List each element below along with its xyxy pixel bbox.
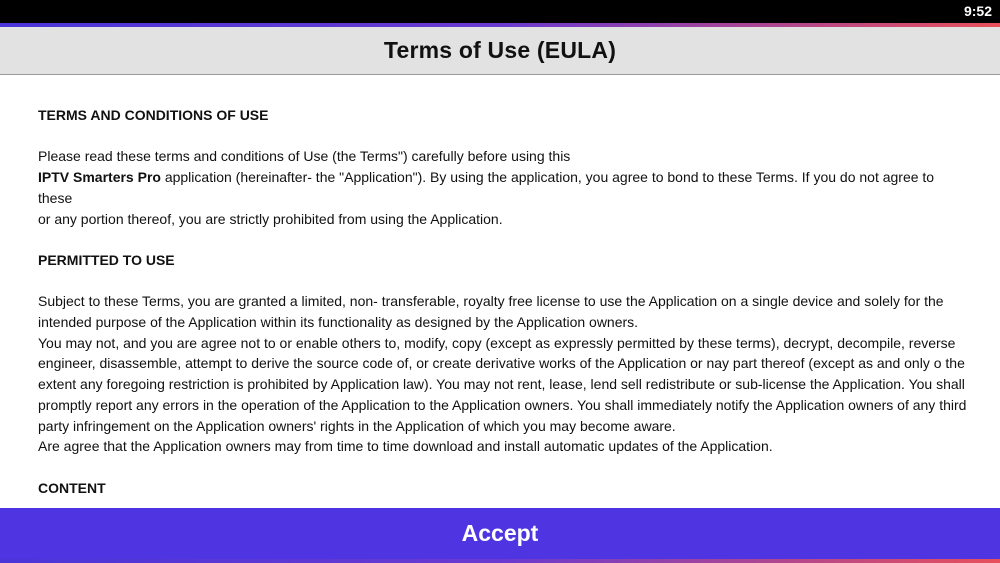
permitted-p2-line-4: promptly report any errors in the operation of the Application to the Application owners. You shall immediately notify the Application owners of any third xyxy=(38,396,967,413)
permitted-p1-line-1: Subject to these Terms, you are granted a limited, non- transferable, royalty free license to use the Application on a single device and solely for the xyxy=(38,293,944,310)
permitted-p2-line-5: party infringement on the Application owners' rights in the Application of which you may become aware. xyxy=(38,417,676,434)
permitted-p2-line-1: You may not, and you are agree not to or enable others to, modify, copy (except as expressly permitted by these terms), decrypt, decompile, reverse xyxy=(38,334,956,351)
eula-scroll-area[interactable] xyxy=(0,76,1000,508)
status-bar xyxy=(0,0,1000,23)
intro-line-1: Please read these terms and conditions of Use (the Terms") carefully before using this xyxy=(38,148,571,165)
section-heading-content: CONTENT xyxy=(38,479,106,496)
eula-document xyxy=(38,105,968,508)
permitted-p2-line-3: extent any foregoing restriction is prohibited by Application law). You may not rent, lease, lend sell redistribute or sub-license the Application. You shall xyxy=(38,376,965,393)
intro-line-2 xyxy=(38,167,968,208)
accept-button-label: Accept xyxy=(461,520,539,546)
accept-button[interactable] xyxy=(0,508,1000,559)
page-header xyxy=(0,27,1000,75)
status-clock: 9:52 xyxy=(963,3,992,19)
intro-line-3: or any portion thereof, you are strictly prohibited from using the Application. xyxy=(38,210,503,227)
permitted-p3: Are agree that the Application owners may from time to time download and install automatic updates of the Application. xyxy=(38,438,773,455)
permitted-p1-line-2: intended purpose of the Application within its functionality as designed by the Application owners. xyxy=(38,313,639,330)
accent-divider-bottom xyxy=(0,559,1000,563)
section-heading-terms: TERMS AND CONDITIONS OF USE xyxy=(38,107,269,123)
intro-line-2-rest: application (hereinafter- the "Application"). By using the application, you agree to bond to these Terms. If you do not agree to these xyxy=(38,169,935,206)
app-name: IPTV Smarters Pro xyxy=(38,169,161,186)
page-title: Terms of Use (EULA) xyxy=(383,37,617,63)
section-heading-permitted: PERMITTED TO USE xyxy=(38,251,175,268)
permitted-p2-line-2: engineer, disassemble, attempt to derive the source code of, or create derivative works of the Application or nay part thereof (except as and only o the xyxy=(38,355,965,372)
